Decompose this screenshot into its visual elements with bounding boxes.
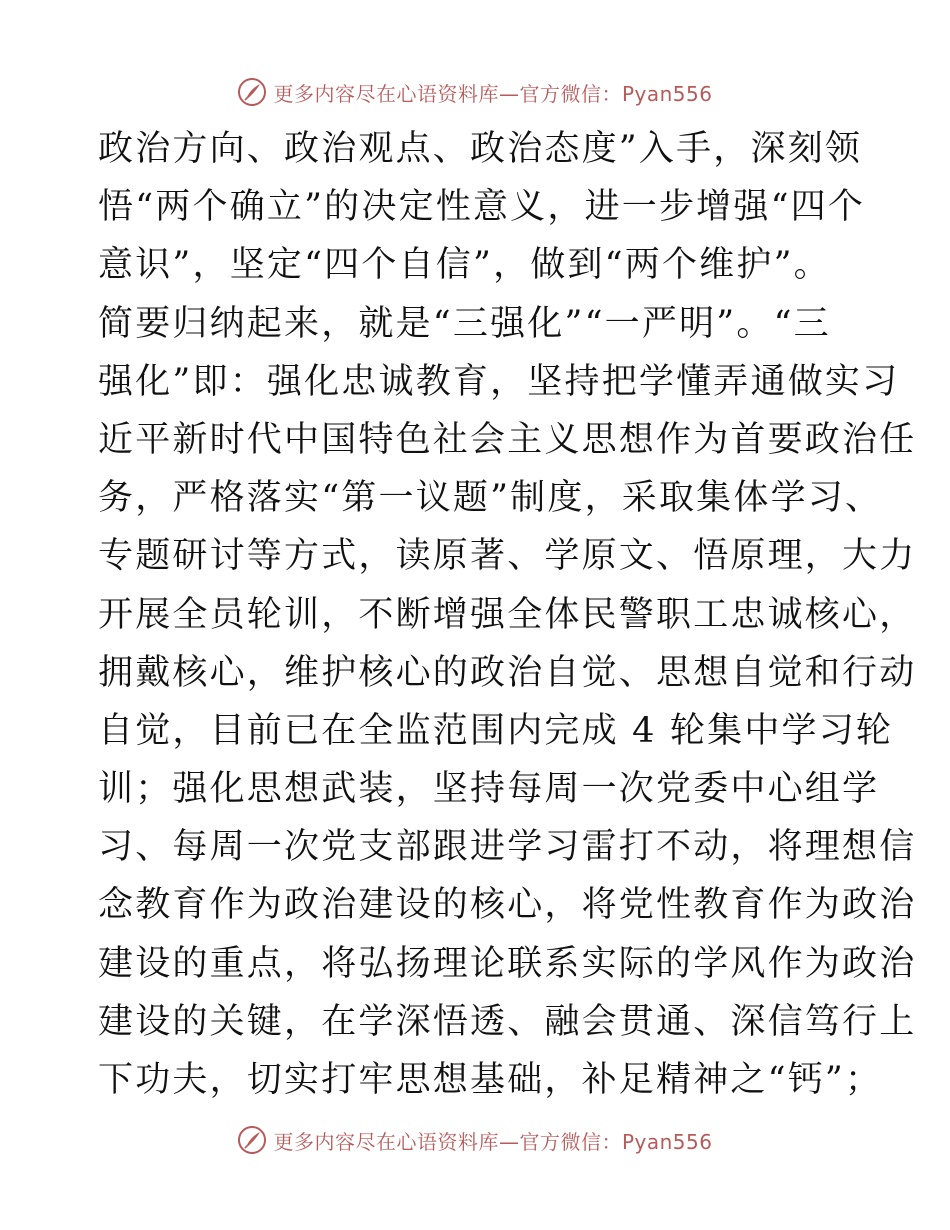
text-line: 近平新时代中国特色社会主义思想作为首要政治任 <box>98 419 917 460</box>
footer-watermark <box>0 1120 950 1160</box>
text-line: 悟“两个确立”的决定性意义，进一步增强“四个 <box>98 187 866 228</box>
text-line: 拥戴核心，维护核心的政治自觉、思想自觉和行动 <box>98 652 917 693</box>
quill-feather-logo-icon <box>237 1125 267 1155</box>
watermark-text: 更多内容尽在心语资料库—官方微信：Pyan556 <box>273 81 713 106</box>
text-line: 意识”，坚定“四个自信”，做到“两个维护”。 <box>98 245 831 286</box>
text-line: 开展全员轮训，不断增强全体民警职工忠诚核心， <box>98 594 917 635</box>
text-line: 建设的关键，在学深悟透、融会贯通、深信笃行上 <box>98 1001 917 1042</box>
text-line: 习、每周一次党支部跟进学习雷打不动，将理想信 <box>98 827 917 868</box>
watermark-text: 更多内容尽在心语资料库—官方微信：Pyan556 <box>273 1129 713 1154</box>
text-line: 下功夫，切实打牢思想基础，补足精神之“钙”； <box>98 1060 883 1100</box>
document-body <box>98 120 917 1109</box>
text-line: 自觉，目前已在全监范围内完成 4 轮集中学习轮 <box>98 710 894 751</box>
header-watermark <box>0 72 950 112</box>
quill-feather-logo-icon <box>237 77 267 107</box>
text-line: 简要归纳起来，就是“三强化”“一严明”。“三 <box>98 303 831 344</box>
text-line: 强化”即：强化忠诚教育，坚持把学懂弄通做实习 <box>98 361 900 402</box>
text-line: 建设的重点，将弘扬理论联系实际的学风作为政治 <box>98 943 917 984</box>
text-line: 念教育作为政治建设的核心，将党性教育作为政治 <box>98 885 917 926</box>
text-line: 训；强化思想武装，坚持每周一次党委中心组学 <box>98 769 880 810</box>
text-line: 政治方向、政治观点、政治态度”入手，深刻领 <box>98 129 863 169</box>
text-line: 务，严格落实“第一议题”制度，采取集体学习、 <box>98 478 883 519</box>
text-line: 专题研讨等方式，读原著、学原文、悟原理，大力 <box>98 536 917 577</box>
